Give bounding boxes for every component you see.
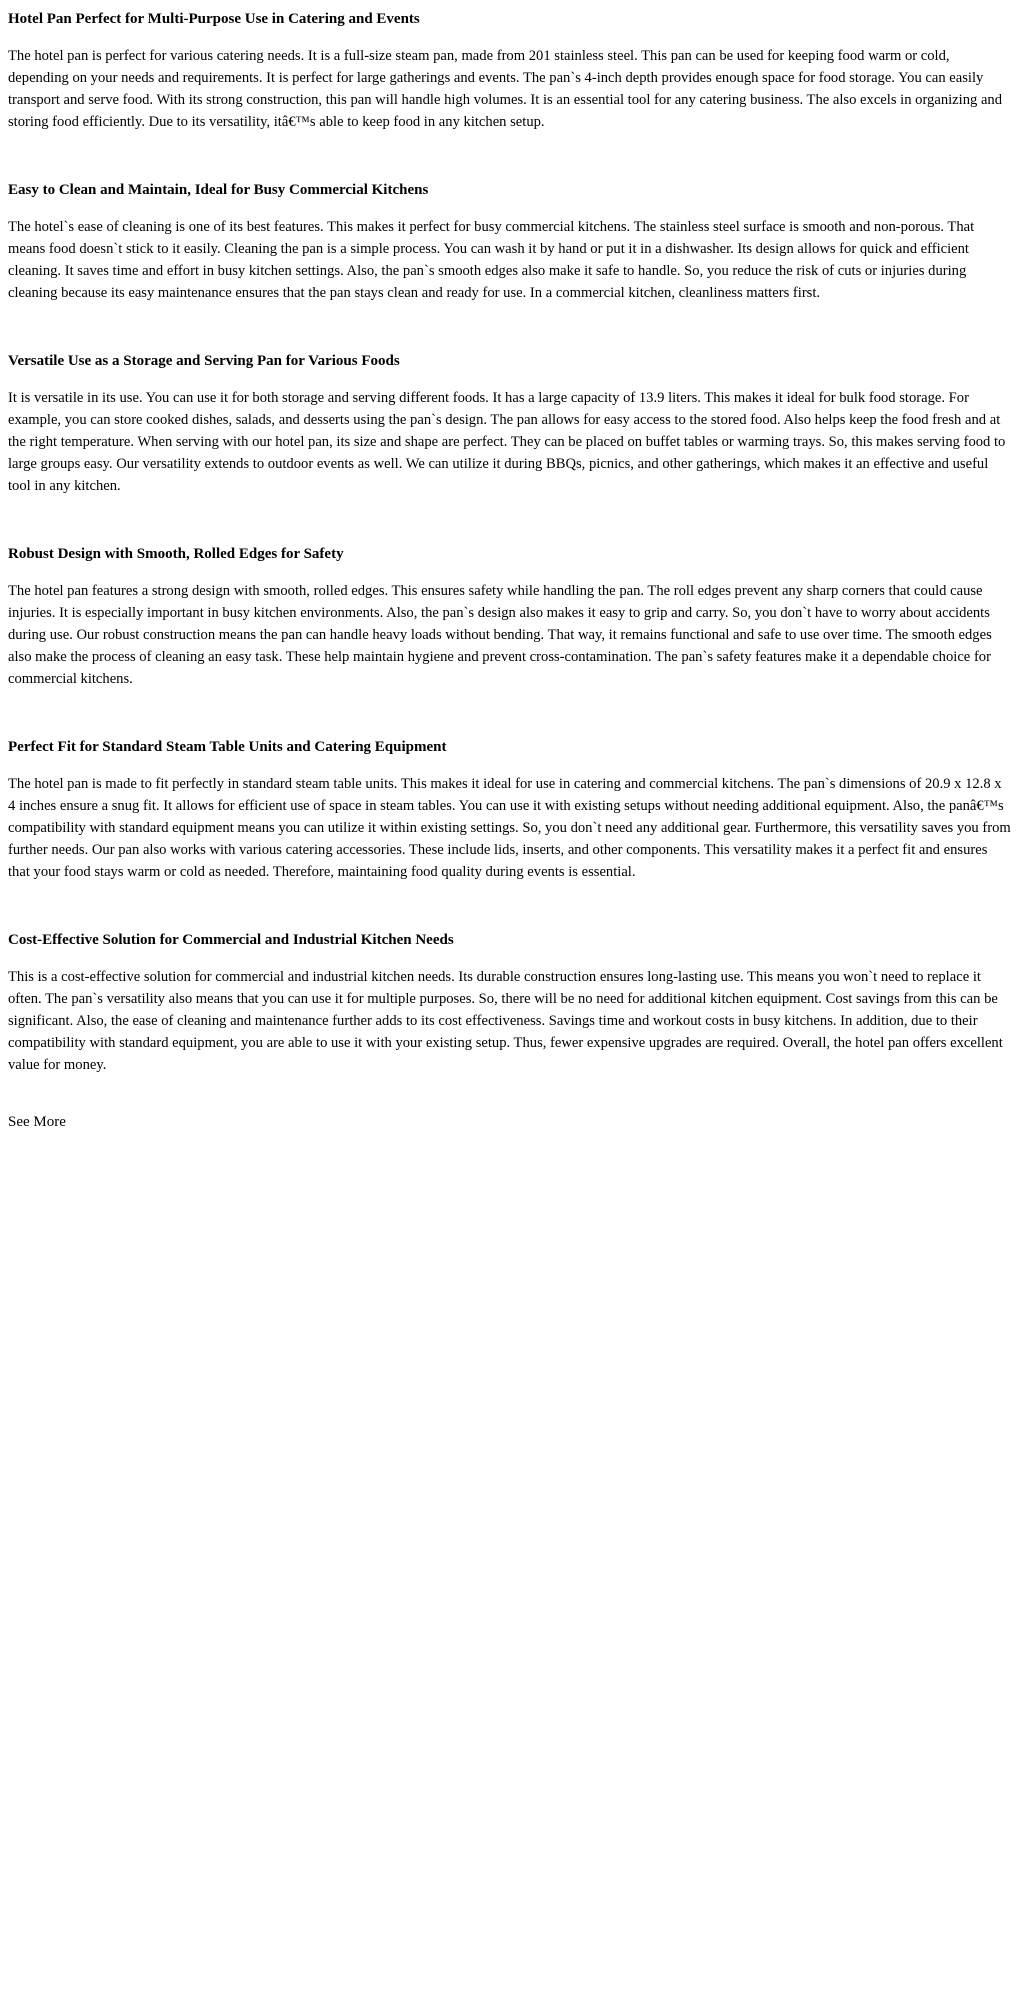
section-heading: Cost-Effective Solution for Commercial and Industrial Kitchen Needs	[8, 932, 454, 948]
section-heading: Versatile Use as a Storage and Serving Pan for Various Foods	[8, 353, 400, 369]
description-section-multi-purpose	[8, 0, 1012, 133]
product-description	[8, 0, 1012, 1132]
section-paragraph: The hotel pan is made to fit perfectly in standard steam table units. This makes it ideal for use in catering and commercial kitchens. The pan`s dimensions of 20.9 x 12.8 x 4 inches ensure a snug fit. It allows for efficient use of space in steam tables. You can use it with existing setups without needing additional equipment. Also, the panâ€™s compatibility with standard equipment means you can utilize it within existing settings. So, you don`t need any additional gear. Furthermore, this versatility saves you from further needs. Our pan also works with various catering accessories. These include lids, inserts, and other components. This versatility makes it a perfect fit and ensures that your food stays warm or cold as needed. Therefore, maintaining food quality during events is essential.	[8, 776, 1011, 880]
see-more-link[interactable]: See More	[8, 1114, 66, 1130]
description-section-perfect-fit	[8, 728, 1012, 883]
section-paragraph: The hotel pan features a strong design with smooth, rolled edges. This ensures safety while handling the pan. The roll edges prevent any sharp corners that could cause injuries. It is especially important in busy kitchen environments. Also, the pan`s design also makes it easy to grip and carry. So, you don`t have to worry about accidents during use. Our robust construction means the pan can handle heavy loads without bending. That way, it remains functional and safe to use over time. The smooth edges also make the process of cleaning an easy task. These help maintain hygiene and prevent cross-contamination. The pan`s safety features make it a dependable choice for commercial kitchens.	[8, 583, 992, 687]
description-section-cost-effective	[8, 921, 1012, 1076]
section-paragraph: The hotel`s ease of cleaning is one of its best features. This makes it perfect for busy commercial kitchens. The stainless steel surface is smooth and non-porous. That means food doesn`t stick to it easily. Cleaning the pan is a simple process. You can wash it by hand or put it in a dishwasher. Its design allows for quick and efficient cleaning. It saves time and effort in busy kitchen settings. Also, the pan`s smooth edges also make it safe to handle. So, you reduce the risk of cuts or injuries during cleaning because its easy maintenance ensures that the pan stays clean and ready for use. In a commercial kitchen, cleanliness matters first.	[8, 219, 975, 301]
section-heading: Robust Design with Smooth, Rolled Edges for Safety	[8, 546, 344, 562]
section-heading: Hotel Pan Perfect for Multi-Purpose Use in Catering and Events	[8, 11, 420, 27]
section-paragraph: It is versatile in its use. You can use it for both storage and serving different foods. It has a large capacity of 13.9 liters. This makes it ideal for bulk food storage. For example, you can store cooked dishes, salads, and desserts using the pan`s design. The pan allows for easy access to the stored food. Also helps keep the food fresh and at the right temperature. When serving with our hotel pan, its size and shape are perfect. They can be placed on buffet tables or warming trays. So, this makes serving food to large groups easy. Our versatility extends to outdoor events as well. We can utilize it during BBQs, picnics, and other gatherings, which makes it an effective and useful tool in any kitchen.	[8, 390, 1006, 494]
section-heading: Perfect Fit for Standard Steam Table Units and Catering Equipment	[8, 739, 447, 755]
description-section-easy-clean	[8, 171, 1012, 304]
section-paragraph: The hotel pan is perfect for various catering needs. It is a full-size steam pan, made from 201 stainless steel. This pan can be used for keeping food warm or cold, depending on your needs and requirements. It is perfect for large gatherings and events. The pan`s 4-inch depth provides enough space for food storage. You can easily transport and serve food. With its strong construction, this pan will handle high volumes. It is an essential tool for any catering business. The also excels in organizing and storing food efficiently. Due to its versatility, itâ€™s able to keep food in any kitchen setup.	[8, 48, 1003, 130]
description-section-robust-design	[8, 535, 1012, 690]
section-paragraph: This is a cost-effective solution for commercial and industrial kitchen needs. Its durable construction ensures long-lasting use. This means you won`t need to replace it often. The pan`s versatility also means that you can use it for multiple purposes. So, there will be no need for additional kitchen equipment. Cost savings from this can be significant. Also, the ease of cleaning and maintenance further adds to its cost effectiveness. Savings time and workout costs in busy kitchens. In addition, due to their compatibility with standard equipment, you are able to use it with your existing setup. Thus, fewer expensive upgrades are required. Overall, the hotel pan offers excellent value for money.	[8, 969, 1003, 1073]
section-heading: Easy to Clean and Maintain, Ideal for Busy Commercial Kitchens	[8, 182, 429, 198]
description-section-versatile-use	[8, 342, 1012, 497]
